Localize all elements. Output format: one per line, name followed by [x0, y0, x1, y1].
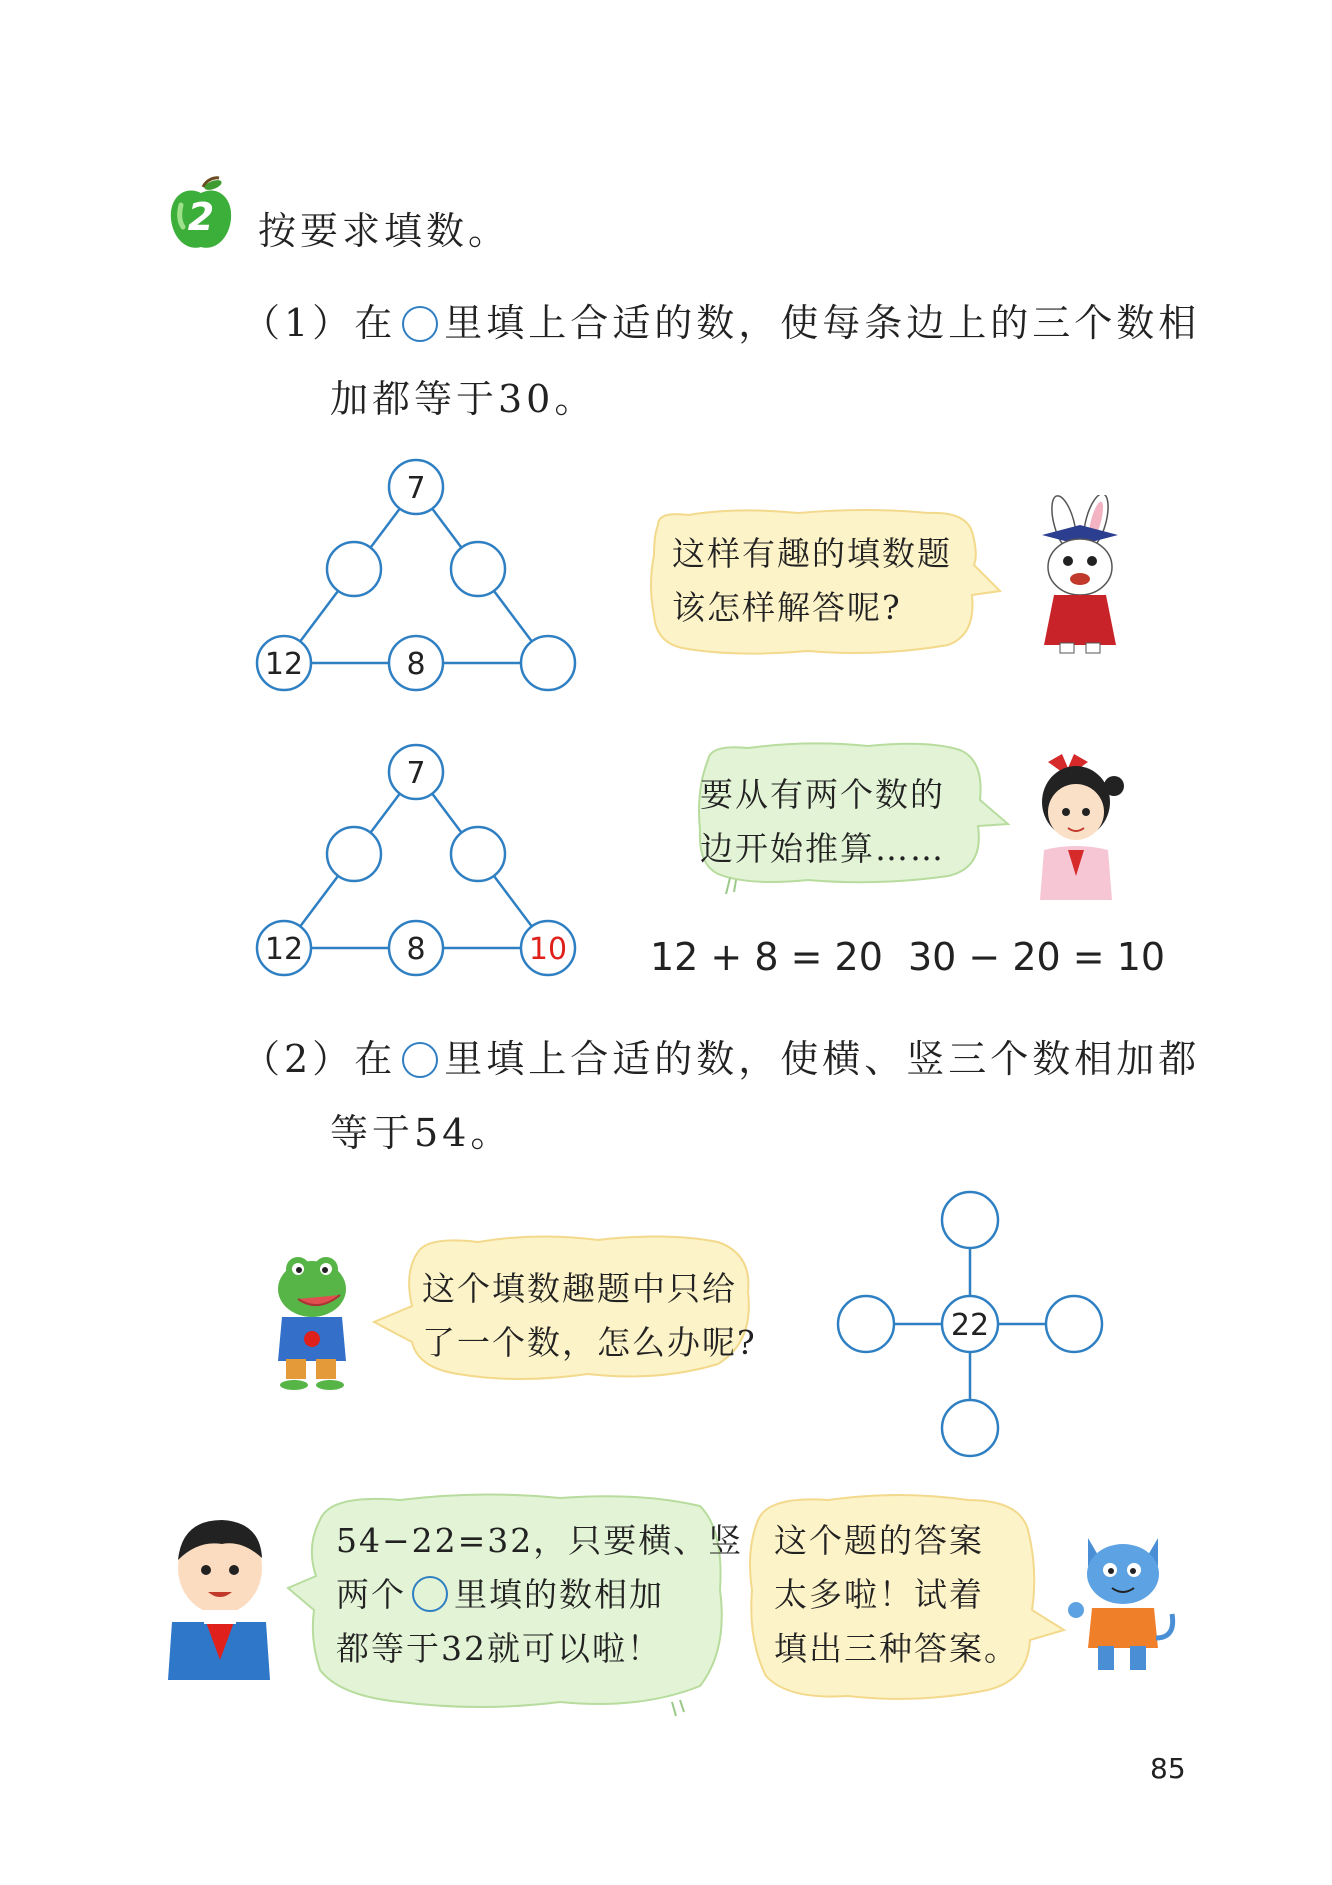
- rabbit-character-illustration: [1020, 495, 1140, 655]
- boy-character-illustration: [162, 1510, 272, 1680]
- exercise-title: 按要求填数。: [258, 209, 511, 253]
- cross-top-circle[interactable]: [942, 1192, 998, 1248]
- tri-a-bottom-right-circle[interactable]: [521, 636, 575, 690]
- cat-character-illustration: [1068, 1518, 1178, 1678]
- part2-label: （2）: [242, 1037, 355, 1081]
- tri-b-bottom-mid-value: 8: [406, 932, 426, 967]
- triangle-puzzle-a: [250, 455, 590, 705]
- circle-icon: [402, 1042, 438, 1078]
- tri-a-bottom-mid-value: 8: [406, 647, 426, 682]
- tri-b-bottom-right-value: 10: [528, 932, 568, 967]
- circle-icon: [402, 306, 438, 342]
- equation-sum: 12 + 8 = 20: [650, 935, 883, 979]
- cross-left-circle[interactable]: [838, 1296, 894, 1352]
- tri-b-bottom-left-value: 12: [264, 932, 304, 967]
- part2-instruction-line2: 等于54。: [330, 1111, 513, 1155]
- cross-center-value: 22: [950, 1308, 990, 1343]
- part1-instruction: （1）在 里填上合适的数，使每条边上的三个数相: [242, 301, 1201, 345]
- bubble-frog-text: 这个填数趣题中只给 了一个数，怎么办呢?: [422, 1269, 757, 1362]
- tri-a-right-circle[interactable]: [451, 542, 505, 596]
- bubble-girl-text: 要从有两个数的 边开始推算……: [700, 775, 945, 868]
- cross-right-circle[interactable]: [1046, 1296, 1102, 1352]
- tri-a-left-circle[interactable]: [327, 542, 381, 596]
- tri-a-top-value: 7: [406, 471, 426, 506]
- bubble-boy-text: 54−22=32，只要横、竖 两个 里填的数相加 都等于32就可以啦！: [336, 1521, 744, 1668]
- tri-b-left-circle[interactable]: [327, 827, 381, 881]
- triangle-puzzle-b: [250, 740, 590, 990]
- girl-character-illustration: [1018, 750, 1138, 910]
- tri-a-bottom-left-value: 12: [264, 647, 304, 682]
- frog-character-illustration: [268, 1255, 358, 1395]
- part1-instruction-line2: 加都等于30。: [330, 377, 597, 421]
- part1-label: （1）: [242, 301, 355, 345]
- tri-b-right-circle[interactable]: [451, 827, 505, 881]
- exercise-number: 2: [187, 195, 215, 239]
- cross-puzzle: [830, 1188, 1110, 1468]
- cross-bottom-circle[interactable]: [942, 1400, 998, 1456]
- circle-icon: [412, 1576, 448, 1612]
- part2-instruction: （2）在 里填上合适的数，使横、竖三个数相加都: [242, 1037, 1201, 1081]
- exercise-badge: [165, 175, 237, 255]
- page-number: 85: [1150, 1752, 1186, 1785]
- equation-difference: 30 − 20 = 10: [908, 935, 1166, 979]
- bubble-cat-text: 这个题的答案 太多啦！试着 填出三种答案。: [774, 1521, 1019, 1668]
- tri-b-top-value: 7: [406, 756, 426, 791]
- bubble-rabbit-text: 这样有趣的填数题 该怎样解答呢?: [672, 534, 952, 627]
